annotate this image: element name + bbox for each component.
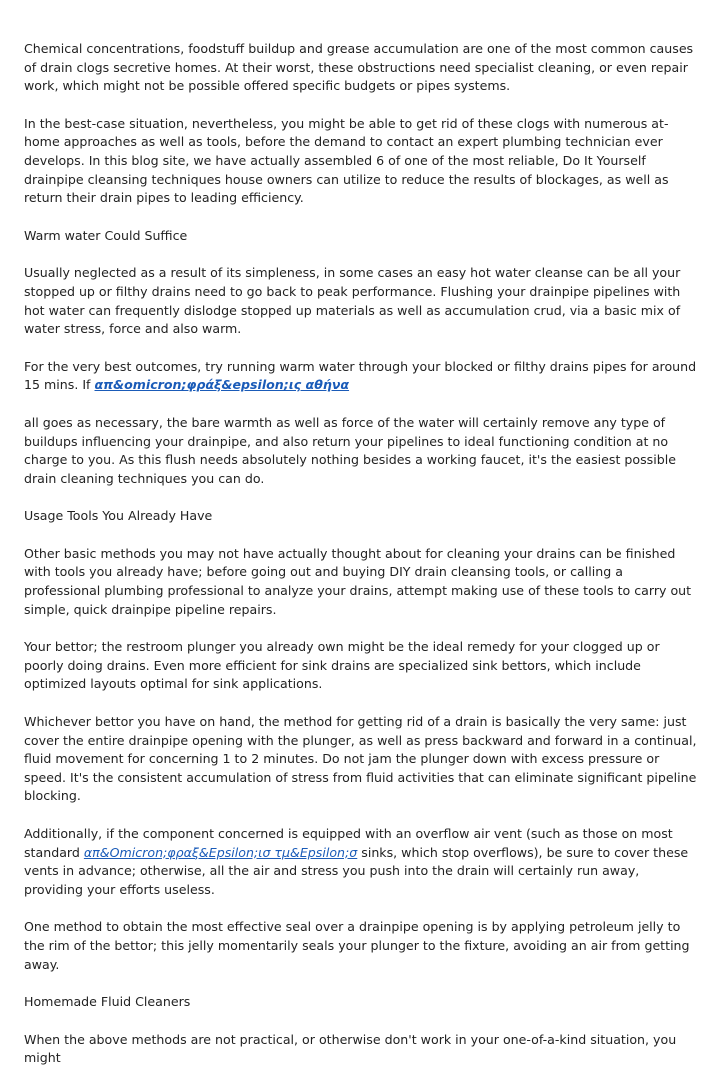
paragraph-best-outcomes xyxy=(24,358,698,395)
inline-link[interactable]: απ&Omicron;φραξ&Epsilon;ισ τμ&Epsilon;σ xyxy=(83,844,358,860)
paragraph-warmth-force: all goes as necessary, the bare warmth as well as force of the water will certainly remove any type of buildups influencing your drainpipe, and also return your pipelines to ideal functioning condition at no charge to you. As this flush needs absolutely nothing besides a working faucet, it's the easiest possible drain cleaning techniques you can do. xyxy=(24,414,676,486)
inline-link[interactable]: απ&omicron;φράξ&epsilon;ις αθήνα xyxy=(94,377,350,393)
paragraph-basic-methods: Other basic methods you may not have actually thought about for cleaning your drains can be finished with tools you already have; before going out and buying DIY drain cleansing tools, or calling a professional plumbing professional to analyze your drains, attempt making use of these tools to carry out simple, quick drainpipe pipeline repairs. xyxy=(24,545,692,617)
section-heading-usage-tools: Usage Tools You Already Have xyxy=(24,508,213,524)
paragraph-petroleum-jelly: One method to obtain the most effective seal over a drainpipe opening is by applying petroleum jelly to the rim of the bettor; this jelly momentarily seals your plunger to the fixture, avoiding an air from getting away. xyxy=(24,919,690,972)
paragraph-best-case: In the best-case situation, nevertheless, you might be able to get rid of these clogs with numerous at-home approaches as well as tools, before the demand to contact an expert plumbing technician ever develops. In this blog site, we have actually assembled 6 of one of the most reliable, Do It Yourself drainpipe cleansing techniques house owners can utilize to reduce the results of blockages, as well as return their drain pipes to leading efficiency. xyxy=(24,115,669,206)
paragraph-plunger-method: Whichever bettor you have on hand, the method for getting rid of a drain is basically the very same: just cover the entire drainpipe opening with the plunger, as well as press backward and forward in a continual, fluid movement for concerning 1 to 2 minutes. Do not jam the plunger down with excess pressure or speed. It's the consistent accumulation of stress from fluid activities that can eliminate significant pipeline blocking. xyxy=(24,714,697,804)
paragraph-text: Additionally, if the component concerned is equipped with an overflow air vent (such as those on most standard xyxy=(24,826,673,860)
paragraph-hot-water-cleanse: Usually neglected as a result of its simpleness, in some cases an easy hot water cleanse can be all your stopped up or filthy drains need to go back to peak performance. Flushing your drainpipe pipelines with hot water can frequently dislodge stopped up materials as well as accumulation crud, via a basic mix of water stress, force and also warm. xyxy=(24,265,681,337)
paragraph-when-above: When the above methods are not practical, or otherwise don't work in your one-of-a-kind situation, you might xyxy=(24,1031,677,1066)
paragraph-text: sinks, which stop overflows), be sure to cover these vents in advance; otherwise, all the air and stress you push into the drain will certainly run away, providing your efforts useless. xyxy=(24,844,689,897)
paragraph-overflow-vent xyxy=(24,825,698,899)
section-heading-homemade-cleaners: Homemade Fluid Cleaners xyxy=(24,994,191,1010)
paragraph-bettor: Your bettor; the restroom plunger you already own might be the ideal remedy for your clogged up or poorly doing drains. Even more efficient for sink drains are specialized sink bettors, which include optimized layouts optimal for sink applications. xyxy=(24,639,660,692)
paragraph-text: For the very best outcomes, try running warm water through your blocked or filthy drains pipes for around 15 mins. If xyxy=(24,358,697,393)
section-heading-warm-water: Warm water Could Suffice xyxy=(24,227,188,243)
paragraph-intro: Chemical concentrations, foodstuff buildup and grease accumulation are one of the most common causes of drain clogs secretive homes. At their worst, these obstructions need specialist cleaning, or even repair work, which might not be possible offered specific budgets or pipes systems. xyxy=(24,41,694,94)
